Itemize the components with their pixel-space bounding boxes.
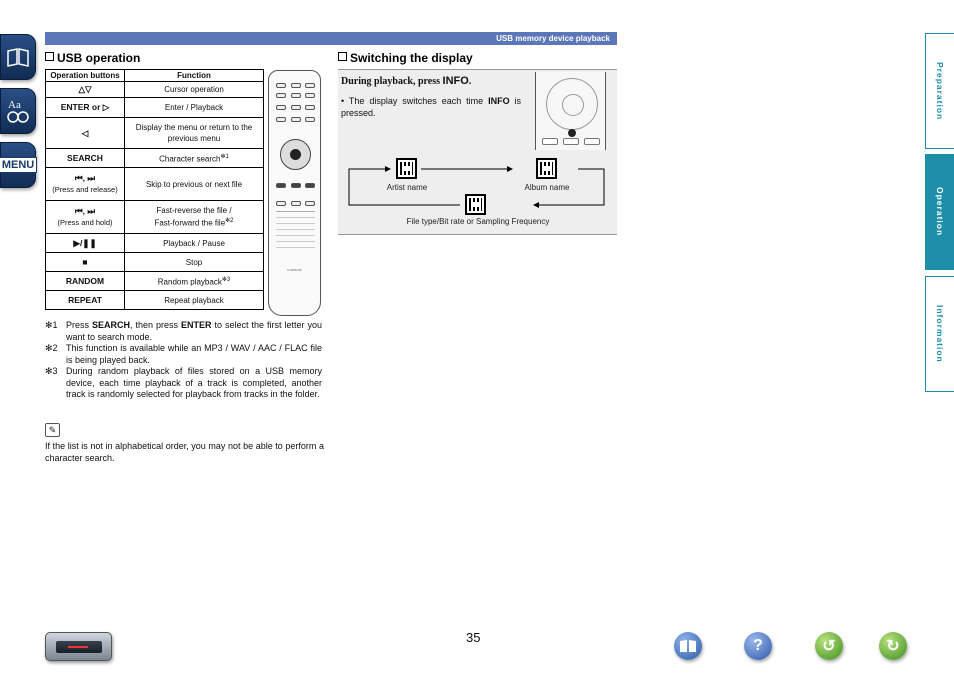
hint-text: If the list is not in alphabetical order, you may not be able to perform a character search. <box>45 441 324 463</box>
filetype-display-icon <box>465 194 486 215</box>
remote-button-row <box>276 83 315 88</box>
footnote: ✻3 During random playback of files stored on a USB memory device, each time playback of a track is completed, another track is randomly selected for playback from tracks in the folder. <box>45 366 322 399</box>
function-cell: Display the menu or return to the previous menu <box>125 118 264 149</box>
table-row <box>46 82 264 98</box>
footnote: ✻1 Press SEARCH, then press ENTER to select the first letter you want to search mode. <box>45 320 322 342</box>
artist-name-label: Artist name <box>386 183 428 192</box>
operation-table <box>45 69 264 310</box>
table-row <box>46 253 264 272</box>
footnote: ✻2 This function is available while an MP3 / WAV / AAC / FLAC file is being played back. <box>45 343 322 365</box>
table-row <box>46 201 264 234</box>
button-cell: RANDOM <box>46 272 125 291</box>
svg-text:Aa: Aa <box>8 99 21 111</box>
remote-numeric-grid <box>276 211 315 261</box>
table-row <box>46 98 264 118</box>
display-switch-panel <box>338 69 617 235</box>
function-cell: Repeat playback <box>125 291 264 310</box>
forward-arrow-icon[interactable]: ↻ <box>879 632 907 660</box>
switching-display-title: Switching the display <box>338 51 473 65</box>
remote-button-row <box>276 117 315 122</box>
instruction-bullet: • The display switches each time INFO is pressed. <box>341 96 521 118</box>
table-row <box>46 272 264 291</box>
remote-button-row <box>276 105 315 110</box>
function-cell: Stop <box>125 253 264 272</box>
table-row <box>46 291 264 310</box>
table-row <box>46 234 264 253</box>
button-cell: ⏮, ⏭ (Press and release) <box>46 168 125 201</box>
tab-preparation[interactable]: Preparation <box>925 33 954 149</box>
page-number: 35 <box>466 630 481 645</box>
function-cell: Playback / Pause <box>125 234 264 253</box>
function-cell: Random playback$^{✻3}$ <box>125 272 264 291</box>
section-header-bar: USB memory device playback <box>45 32 617 45</box>
button-cell: REPEAT <box>46 291 125 310</box>
front-panel-device-button[interactable] <box>45 632 112 661</box>
table-row <box>46 168 264 201</box>
artist-display-icon <box>396 158 417 179</box>
usb-operation-title: USB operation <box>45 51 140 65</box>
function-cell: Fast-reverse the file / Fast-forward the file$^{✻2}$ <box>125 201 264 234</box>
table-header-buttons: Operation buttons <box>46 70 125 82</box>
remote-button-row <box>276 201 315 206</box>
remote-dpad <box>280 139 311 170</box>
instruction-lead: During playback, press INFO. <box>341 75 472 87</box>
button-cell: ⏮, ⏭ (Press and hold) <box>46 201 125 234</box>
contents-book-icon[interactable] <box>0 34 36 80</box>
menu-icon[interactable]: MENU <box>0 142 36 188</box>
function-cell: Skip to previous or next file <box>125 168 264 201</box>
book-icon[interactable] <box>674 632 702 660</box>
back-arrow-icon[interactable]: ↺ <box>815 632 843 660</box>
function-cell: Cursor operation <box>125 82 264 98</box>
table-row <box>46 118 264 149</box>
remote-button-row <box>276 93 315 98</box>
album-display-icon <box>536 158 557 179</box>
remote-control-illustration <box>268 70 321 316</box>
button-cell: ENTER or ▷ <box>46 98 125 118</box>
footnotes <box>45 320 322 401</box>
button-cell: △▽ <box>46 82 125 98</box>
button-cell: ◁ <box>46 118 125 149</box>
pencil-note-icon: ✎ <box>45 423 60 437</box>
function-cell: Enter / Playback <box>125 98 264 118</box>
remote-transport-row <box>276 183 315 188</box>
button-cell: SEARCH <box>46 149 125 168</box>
table-row <box>46 149 264 168</box>
table-header-function: Function <box>125 70 264 82</box>
help-question-icon[interactable]: ? <box>744 632 772 660</box>
tab-information[interactable]: Information <box>925 276 954 392</box>
function-cell: Character search$^{✻1}$ <box>125 149 264 168</box>
album-name-label: Album name <box>524 183 570 192</box>
remote-brand: marantz <box>287 267 302 272</box>
index-icon[interactable] <box>0 88 36 134</box>
button-cell: ■ <box>46 253 125 272</box>
file-type-label: File type/Bit rate or Sampling Frequency <box>406 217 550 226</box>
tab-operation[interactable]: Operation <box>925 154 954 270</box>
button-cell: ▶/❚❚ <box>46 234 125 253</box>
